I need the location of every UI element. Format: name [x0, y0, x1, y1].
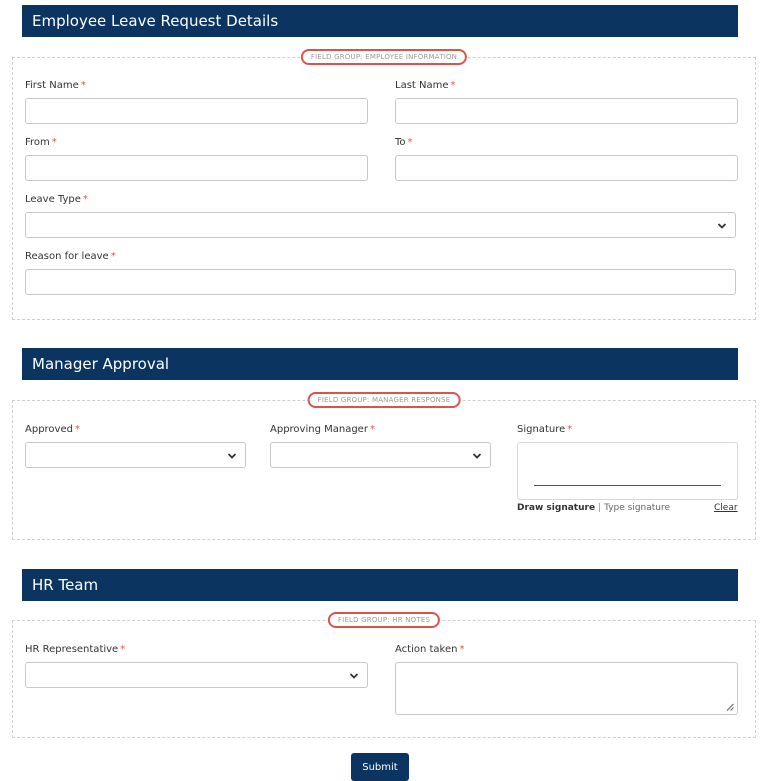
hr-section-header: HR Team	[22, 569, 738, 601]
signature-mode-toggle: Draw signature | Type signature	[517, 503, 671, 513]
resize-grip-icon[interactable]	[726, 703, 734, 711]
last-name-input[interactable]	[395, 98, 738, 124]
first-name-label: First Name *	[25, 80, 86, 91]
signature-baseline	[534, 485, 721, 486]
to-label: To *	[395, 137, 413, 148]
type-signature-link[interactable]: Type signature	[604, 503, 671, 513]
manager-group-label: FIELD GROUP: MANAGER RESPONSE	[308, 392, 461, 408]
chevron-down-icon	[227, 451, 237, 461]
hr-representative-label: HR Representative *	[25, 644, 126, 655]
draw-signature-link[interactable]: Draw signature	[517, 503, 596, 513]
approved-label: Approved *	[25, 424, 80, 435]
reason-label: Reason for leave *	[25, 251, 116, 262]
reason-input[interactable]	[25, 269, 736, 295]
chevron-down-icon	[717, 221, 727, 231]
hr-group-label: FIELD GROUP: HR NOTES	[328, 612, 440, 628]
employee-group-label: FIELD GROUP: EMPLOYEE INFORMATION	[301, 49, 467, 65]
approving-manager-select[interactable]	[270, 442, 491, 468]
last-name-label: Last Name *	[395, 80, 456, 91]
first-name-input[interactable]	[25, 98, 368, 124]
action-taken-textarea[interactable]	[395, 662, 738, 715]
clear-signature-link[interactable]: Clear	[714, 503, 738, 513]
manager-section-header: Manager Approval	[22, 348, 738, 380]
hr-representative-select[interactable]	[25, 662, 368, 688]
employee-section-header: Employee Leave Request Details	[22, 5, 738, 37]
chevron-down-icon	[349, 671, 359, 681]
signature-label: Signature *	[517, 424, 573, 435]
signature-pad[interactable]	[517, 442, 738, 500]
action-taken-label: Action taken *	[395, 644, 465, 655]
from-date-input[interactable]	[25, 155, 368, 181]
from-label: From *	[25, 137, 57, 148]
chevron-down-icon	[472, 451, 482, 461]
leave-type-label: Leave Type *	[25, 194, 88, 205]
leave-type-select[interactable]	[25, 212, 736, 238]
approving-manager-label: Approving Manager *	[270, 424, 375, 435]
to-date-input[interactable]	[395, 155, 738, 181]
submit-button[interactable]: Submit	[351, 753, 409, 781]
approved-select[interactable]	[25, 442, 246, 468]
